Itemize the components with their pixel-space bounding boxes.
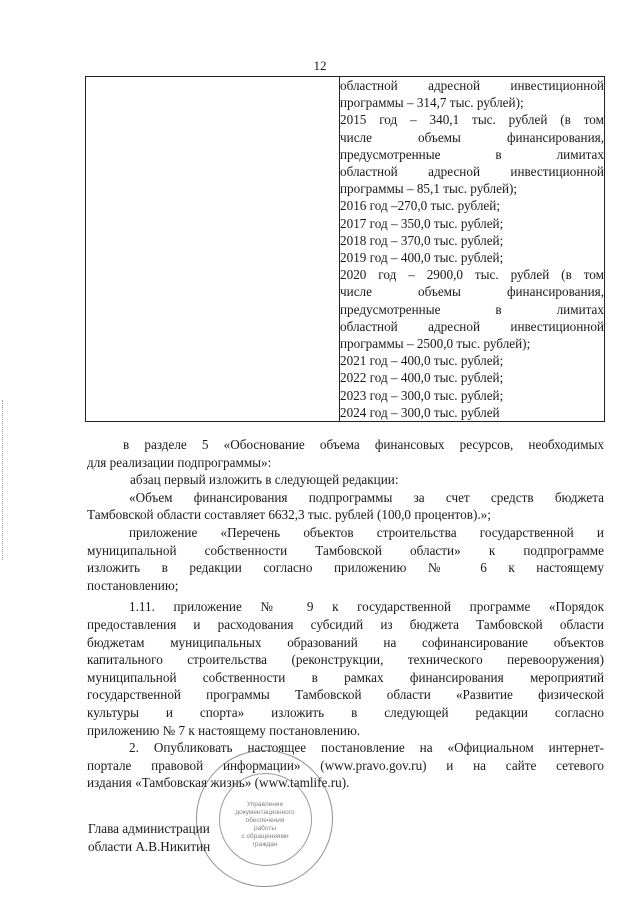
signature-position: Глава администрации — [88, 821, 210, 836]
table-cell-financing — [340, 77, 605, 422]
paragraph-line: предоставления и расходования субсидий из бюджета Тамбовской области — [87, 616, 604, 632]
paragraph-line: издания «Тамбовская жизнь» (www.tamlife.ru). — [87, 775, 350, 791]
table-row — [86, 77, 605, 422]
office-stamp — [196, 750, 333, 887]
paragraph-line: для реализации подпрограммы»: — [87, 454, 272, 470]
table-line: 2020 год – 2900,0 тыс. рублей (в том — [340, 267, 604, 283]
table-line: предусмотренные в лимитах — [340, 301, 604, 317]
table-line: числе объемы финансирования, — [340, 129, 604, 145]
table-line: 2021 год – 400,0 тыс. рублей; — [340, 353, 504, 369]
paragraph-line: приложению № 7 к настоящему постановлению. — [87, 722, 361, 738]
table-line: предусмотренные в лимитах — [340, 146, 604, 162]
body-text — [87, 436, 604, 792]
table-line: 2023 год – 300,0 тыс. рублей; — [340, 387, 504, 403]
paragraph-1-11 — [87, 598, 604, 739]
paragraph-publish — [87, 739, 604, 792]
stamp-line: работы — [253, 825, 277, 832]
paragraph-line: абзац первый изложить в следующей редакции: — [130, 472, 399, 488]
paragraph-line: в разделе 5 «Обоснование объема финансовых ресурсов, необходимых — [123, 437, 604, 452]
paragraph-line: «Объем финансирования подпрограммы за счет средств бюджета — [129, 489, 604, 505]
paragraph-appendix6 — [87, 524, 604, 594]
stamp-line: обеспечения — [245, 817, 285, 824]
paragraph-section5 — [87, 436, 604, 471]
table-line: областной адресной инвестиционной — [340, 164, 604, 180]
table-line: 2016 год –270,0 тыс. рублей; — [340, 198, 500, 214]
stamp-line: граждан — [252, 841, 278, 848]
table-line: 2022 год – 400,0 тыс. рублей; — [340, 370, 504, 386]
table-line: программы – 2500,0 тыс. рублей); — [340, 336, 531, 352]
signature-name: области А.В.Никитин — [88, 839, 211, 854]
paragraph-line: портале правовой информации» (www.pravo.gov.ru) и на сайте сетевого — [87, 757, 604, 773]
scan-edge-mark — [2, 400, 5, 560]
stamp-line: Управление — [246, 801, 284, 808]
table-line: числе объемы финансирования, — [340, 284, 604, 300]
paragraph-line: бюджетам муниципальных образований на софинансирование объектов — [87, 634, 604, 650]
table-line: 2024 год – 300,0 тыс. рублей — [340, 404, 500, 420]
table-line: областной адресной инвестиционной — [340, 318, 604, 334]
table-line: 2018 год – 370,0 тыс. рублей; — [340, 232, 504, 248]
table-line: программы – 85,1 тыс. рублей); — [340, 181, 518, 197]
page-number: 12 — [313, 58, 327, 73]
paragraph-line: государственной программы Тамбовской области «Развитие физической — [87, 687, 604, 703]
financing-table — [85, 76, 605, 422]
paragraph-line: 2. Опубликовать настоящее постановление на «Официальном интернет- — [129, 740, 604, 756]
paragraph-line: муниципальной собственности Тамбовской области» к подпрограмме — [87, 542, 604, 558]
table-line: 2017 год – 350,0 тыс. рублей; — [340, 215, 504, 231]
paragraph-quote — [87, 489, 604, 524]
paragraph-first-abzac — [87, 471, 604, 489]
paragraph-line: культуры и спорта» изложить в следующей редакции согласно — [87, 704, 604, 720]
stamp-line: с обращениями — [241, 833, 289, 840]
stamp-line: документационного — [235, 809, 295, 816]
table-cell-empty — [86, 77, 340, 422]
paragraph-line: изложить в редакции согласно приложению № 6 к настоящему — [87, 560, 604, 576]
paragraph-line: капитального строительства (реконструкции, технического перевооружения) — [87, 652, 604, 668]
table-line: областной адресной инвестиционной — [340, 78, 604, 93]
signature-block — [88, 820, 288, 856]
table-line: 2019 год – 400,0 тыс. рублей; — [340, 250, 504, 266]
paragraph-line: муниципальной собственности в рамках финансирования мероприятий — [87, 669, 604, 685]
table-line: 2015 год – 340,1 тыс. рублей (в том — [340, 112, 604, 128]
paragraph-line: 1.11. приложение № 9 к государственной программе «Порядок — [129, 599, 604, 615]
table-line: программы – 314,7 тыс. рублей); — [340, 95, 524, 111]
paragraph-line: приложение «Перечень объектов строительства государственной и — [129, 524, 604, 540]
paragraph-line: постановлению; — [87, 577, 179, 593]
paragraph-line: Тамбовской области составляет 6632,3 тыс. рублей (100,0 процентов).»; — [87, 507, 491, 523]
